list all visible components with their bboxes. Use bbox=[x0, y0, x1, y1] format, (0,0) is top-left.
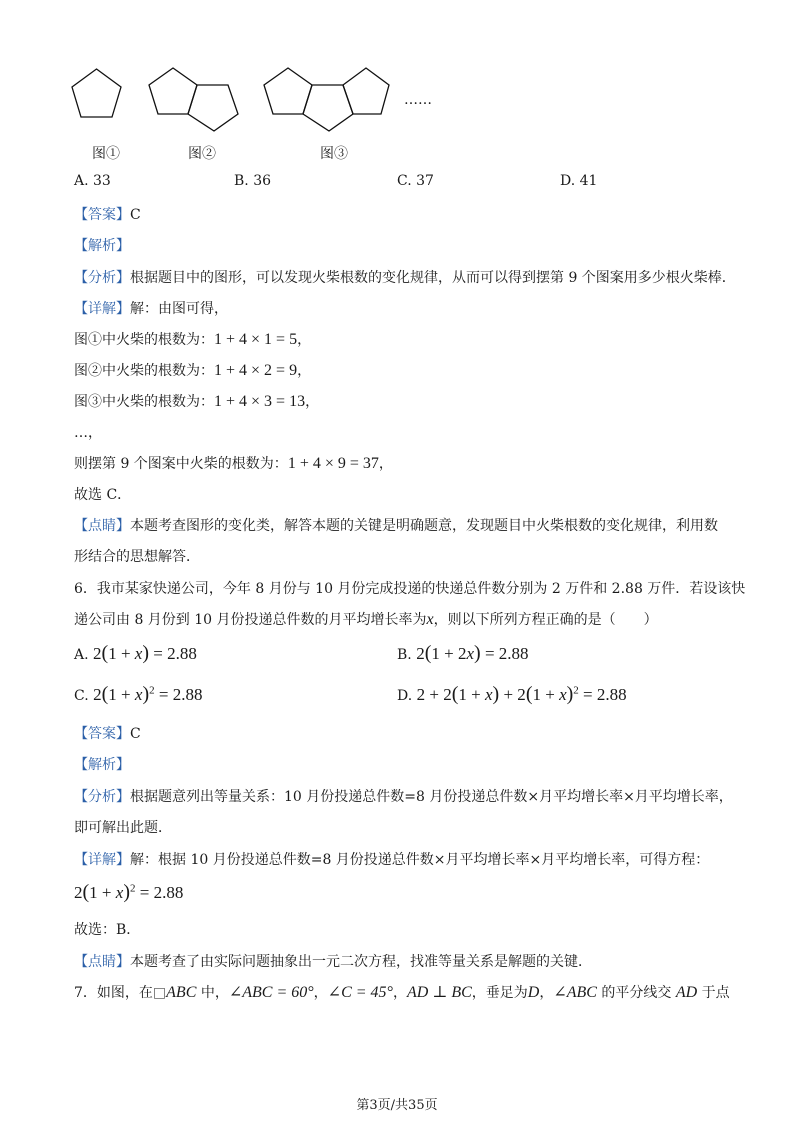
stem-var: ABC bbox=[166, 984, 197, 1001]
stem-text: ， bbox=[539, 985, 554, 1001]
final-tail: ， bbox=[378, 456, 393, 472]
q6-option-d bbox=[397, 683, 627, 706]
figure-label-1: 图① bbox=[92, 146, 120, 162]
xiangjie-tag: 【详解】 bbox=[74, 852, 130, 868]
figure-label-3: 图③ bbox=[320, 146, 348, 162]
fenxi-text: 根据题目中的图形，可以发现火柴根数的变化规律，从而可以得到摆第 9 个图案用多少根火柴棒． bbox=[130, 270, 736, 286]
pentagon-shape bbox=[343, 68, 389, 114]
q5-option-a: A. 33 bbox=[74, 173, 111, 189]
triangle-symbol: □ bbox=[152, 985, 167, 1001]
option-a-equation: 2(1 + x) = 2.88 bbox=[93, 642, 197, 664]
q6-dianjing bbox=[74, 951, 592, 971]
q5-dianjing bbox=[74, 515, 718, 535]
xiangjie-text: 解：根据 10 月份投递总件数=8 月份投递总件数×月平均增长率×月平均增长率，可得方程： bbox=[130, 852, 710, 868]
q5-dianjing-cont: 形结合的思想解答． bbox=[74, 549, 200, 565]
option-c-equation: $2(1 + x)^2 = 2.88$ bbox=[93, 683, 203, 705]
q5-choose: 故选 C． bbox=[74, 487, 132, 503]
stem-var: D bbox=[527, 984, 540, 1001]
answer-tag: 【答案】 bbox=[74, 207, 130, 223]
q6-stem-line-2 bbox=[74, 609, 658, 629]
q5-fenxi bbox=[74, 267, 736, 287]
fenxi-text: 根据题意列出等量关系：10 月份投递总件数=8 月份投递总件数×月平均增长率×月平均增长率， bbox=[130, 789, 733, 805]
stem-math: AD ⊥ BC bbox=[406, 984, 472, 1001]
line-expr: 1 + 4 × 3 = 13 bbox=[214, 393, 306, 410]
stem-text: ， bbox=[313, 985, 328, 1001]
q6-stem-line-1: 6．我市某家快递公司，今年 8 月份与 10 月份完成投递的快递总件数分别为 2 万件和 2.88 万件．若设该快 bbox=[74, 581, 746, 597]
q6-option-c bbox=[74, 683, 202, 706]
xiangjie-text: 解：由图可得， bbox=[130, 301, 228, 317]
q5-answer bbox=[74, 204, 141, 224]
q6-option-a bbox=[74, 642, 197, 665]
q5-line-2 bbox=[74, 360, 311, 380]
q6-fenxi bbox=[74, 786, 733, 806]
line-tail: ， bbox=[297, 363, 312, 379]
line-expr: 1 + 4 × 1 = 5 bbox=[214, 331, 298, 348]
figure-label-2: 图② bbox=[188, 146, 216, 162]
stem-text: 于点 bbox=[697, 985, 730, 1001]
q5-dots: …， bbox=[74, 425, 102, 441]
q6-equation: $2(1 + x)^2 = 2.88$ bbox=[74, 881, 184, 903]
dianjing-tag: 【点睛】 bbox=[74, 518, 130, 534]
figure-2-pentagons bbox=[140, 60, 250, 135]
option-label: C. bbox=[74, 688, 89, 704]
option-b-equation: 2(1 + 2x) = 2.88 bbox=[416, 642, 529, 664]
pentagon-shape bbox=[72, 69, 121, 117]
final-label: 则摆第 9 个图案中火柴的根数为： bbox=[74, 456, 288, 472]
q6-answer bbox=[74, 723, 141, 743]
q5-option-b: B. 36 bbox=[234, 173, 272, 189]
dianjing-text: 本题考查了由实际问题抽象出一元二次方程，找准等量关系是解题的关键． bbox=[130, 954, 592, 970]
line-label: 图①中火柴的根数为： bbox=[74, 332, 214, 348]
fenxi-tag: 【分析】 bbox=[74, 270, 130, 286]
q5-line-1 bbox=[74, 329, 311, 349]
q6-xiangjie bbox=[74, 849, 709, 869]
line-tail: ， bbox=[297, 332, 312, 348]
figure-1-pentagon bbox=[60, 60, 140, 130]
figures-ellipsis: …… bbox=[404, 92, 432, 108]
pentagon-shape bbox=[188, 85, 238, 131]
option-label: A. bbox=[74, 647, 89, 663]
line-label: 图②中火柴的根数为： bbox=[74, 363, 214, 379]
stem-text: 中， bbox=[196, 985, 229, 1001]
option-label: B. bbox=[397, 647, 412, 663]
q6-analysis-tag: 【解析】 bbox=[74, 757, 130, 773]
q6-fenxi-cont: 即可解出此题． bbox=[74, 820, 172, 836]
dianjing-text: 本题考查图形的变化类，解答本题的关键是明确题意，发现题目中火柴根数的变化规律，利用数 bbox=[130, 518, 718, 534]
q5-line-3 bbox=[74, 391, 319, 411]
stem-text: 的平分线交 bbox=[596, 985, 676, 1001]
stem-math: ∠C = 45° bbox=[327, 984, 393, 1001]
answer-value: C bbox=[130, 207, 141, 223]
stem-math: ∠ABC bbox=[553, 984, 597, 1001]
q6-choose: 故选：B． bbox=[74, 922, 141, 938]
stem-math: ∠ABC = 60° bbox=[228, 984, 314, 1001]
answer-value: C bbox=[130, 726, 141, 742]
stem-var: AD bbox=[675, 984, 698, 1001]
option-d-equation: $2 + 2(1 + x) + 2(1 + x)^2 = 2.88$ bbox=[416, 683, 627, 705]
stem-text: 7．如图，在 bbox=[74, 985, 153, 1001]
fenxi-tag: 【分析】 bbox=[74, 789, 130, 805]
line-tail: ， bbox=[305, 394, 320, 410]
q5-option-d: D. 41 bbox=[560, 173, 598, 189]
q5-option-c: C. 37 bbox=[397, 173, 434, 189]
dianjing-tag: 【点睛】 bbox=[74, 954, 130, 970]
line-expr: 1 + 4 × 2 = 9 bbox=[214, 362, 298, 379]
q7-stem bbox=[74, 982, 730, 1002]
q6-option-b bbox=[397, 642, 529, 665]
xiangjie-tag: 【详解】 bbox=[74, 301, 130, 317]
page-footer: 第3页/共35页 bbox=[356, 1098, 438, 1113]
final-expr: 1 + 4 × 9 = 37 bbox=[287, 455, 379, 472]
q5-analysis-tag: 【解析】 bbox=[74, 238, 130, 254]
line-label: 图③中火柴的根数为： bbox=[74, 394, 214, 410]
stem-text: 递公司由 8 月份到 10 月份投递总件数的月平均增长率为 bbox=[74, 612, 427, 628]
answer-tag: 【答案】 bbox=[74, 726, 130, 742]
stem-text: ， bbox=[392, 985, 407, 1001]
stem-var: x bbox=[426, 611, 434, 628]
option-label: D. bbox=[397, 688, 413, 704]
figure-3-pentagons bbox=[255, 60, 400, 135]
q5-final bbox=[74, 453, 393, 473]
q5-xiangjie bbox=[74, 298, 228, 318]
stem-text: ，则以下所列方程正确的是（ ） bbox=[433, 612, 658, 628]
stem-text: ，垂足为 bbox=[471, 985, 528, 1001]
